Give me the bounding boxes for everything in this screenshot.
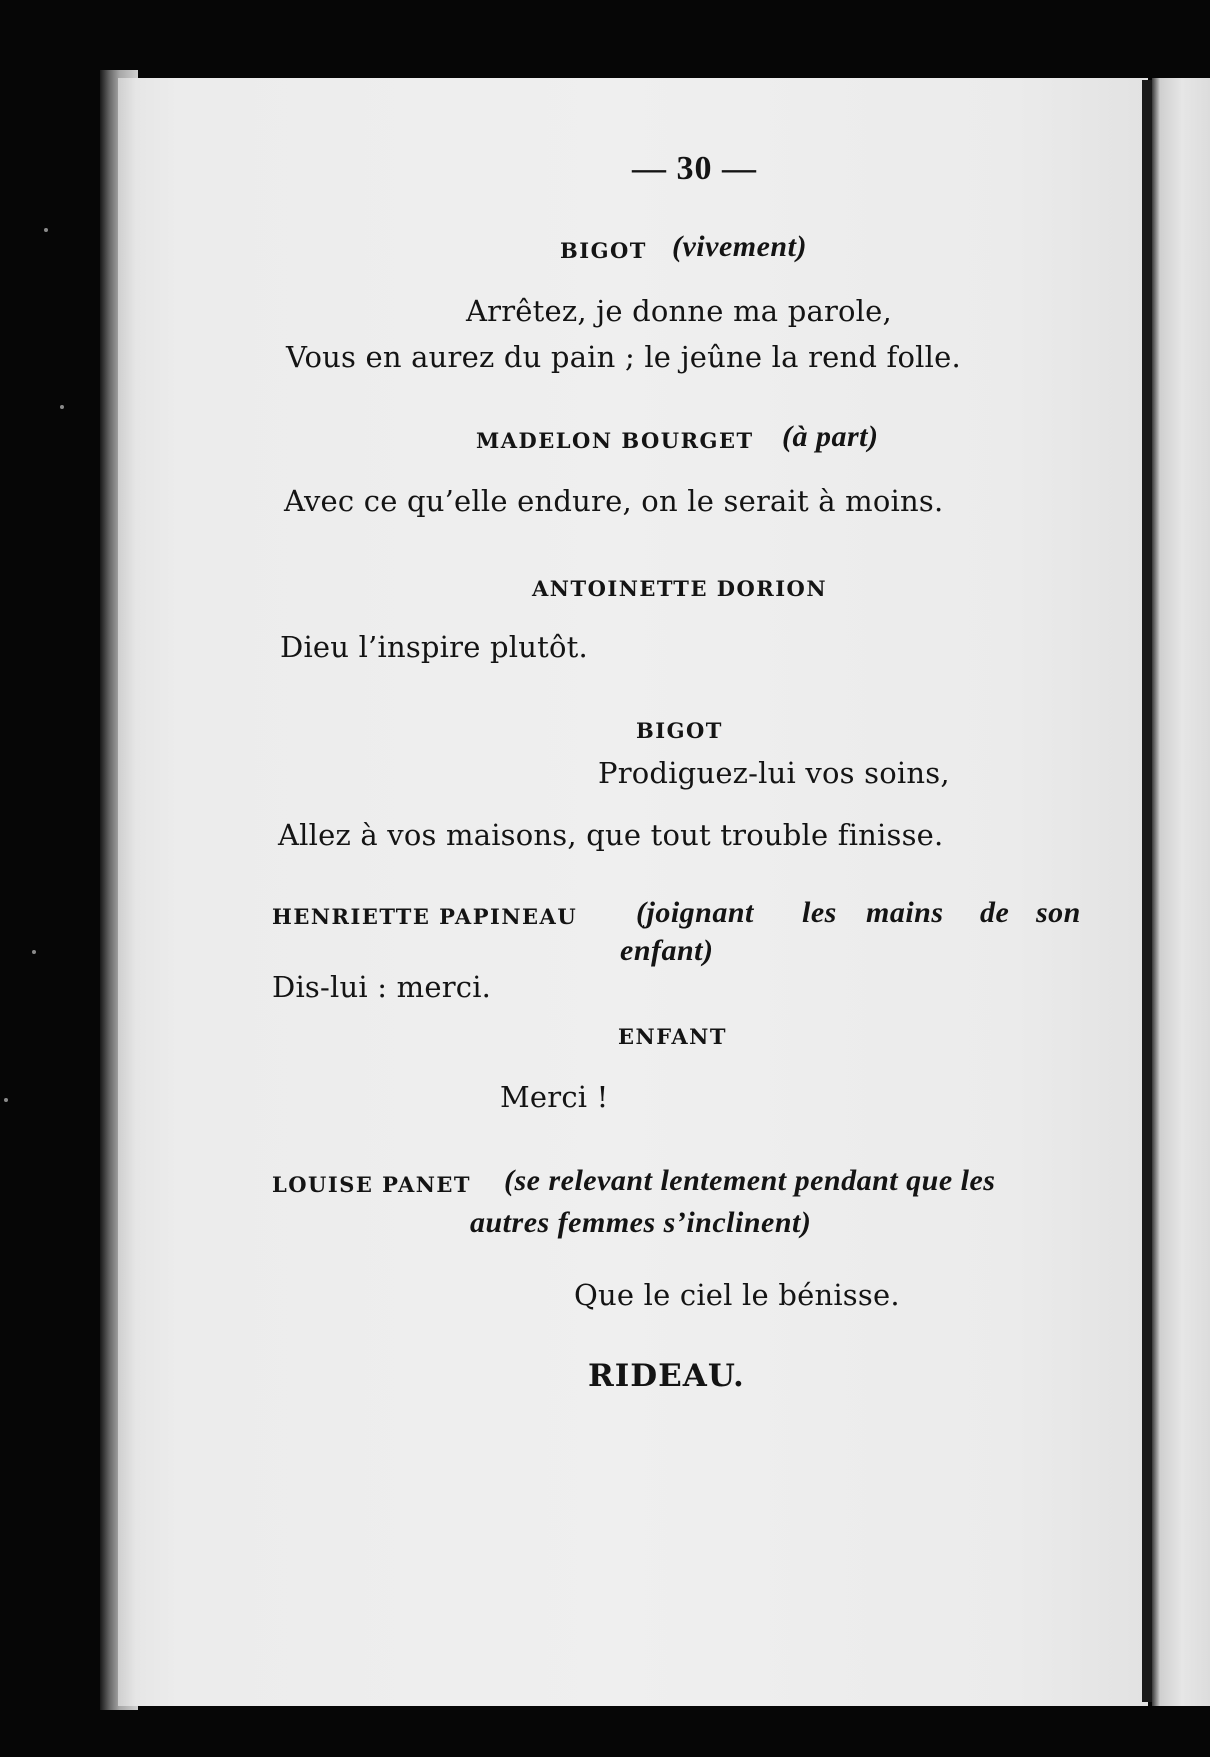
curtain-line: RIDEAU. (588, 1358, 745, 1394)
speaker-name: BIGOT (636, 718, 723, 743)
speaker-name: LOUISE PANET (272, 1172, 472, 1197)
verse-line: Avec ce qu’elle endure, on le serait à moins. (284, 484, 944, 518)
speaker-name: BIGOT (560, 238, 647, 263)
stage-direction: (à part) (782, 420, 879, 453)
speaker-name: MADELON BOURGET (476, 428, 754, 453)
verse-line: Vous en aurez du pain ; le jeûne la rend folle. (286, 340, 961, 374)
stage-direction: (se relevant lentement pendant que les (504, 1164, 996, 1197)
verse-line: Dieu l’inspire plutôt. (280, 630, 588, 664)
speaker-name: ENFANT (618, 1024, 727, 1049)
verse-line: Merci ! (500, 1080, 609, 1114)
verse-line: Dis-lui : merci. (272, 970, 492, 1004)
verse-line: Que le ciel le bénisse. (574, 1278, 900, 1312)
scan-speck (32, 950, 36, 954)
stage-direction: les (802, 896, 837, 929)
scan-speck (60, 405, 64, 409)
speaker-name: ANTOINETTE DORION (532, 576, 828, 601)
verse-line: Prodiguez-lui vos soins, (598, 756, 950, 790)
stage-direction: (vivement) (672, 230, 807, 263)
scan-speck (44, 228, 48, 232)
verse-line: Allez à vos maisons, que tout trouble finisse. (278, 818, 944, 852)
stage-direction: de (980, 896, 1010, 929)
stage-direction: (joignant (636, 896, 754, 929)
speaker-name: HENRIETTE PAPINEAU (272, 904, 578, 929)
scan-speck (4, 1098, 8, 1102)
stage-direction: mains (866, 896, 944, 929)
stage-direction: enfant) (620, 934, 714, 967)
stage-direction: son (1036, 896, 1081, 929)
stage-direction: autres femmes s’inclinent) (470, 1206, 812, 1239)
facing-page-edge (1152, 78, 1210, 1706)
page-edge (1142, 80, 1152, 1702)
verse-line: Arrêtez, je donne ma parole, (466, 294, 892, 328)
page-number: — 30 — (632, 150, 757, 187)
